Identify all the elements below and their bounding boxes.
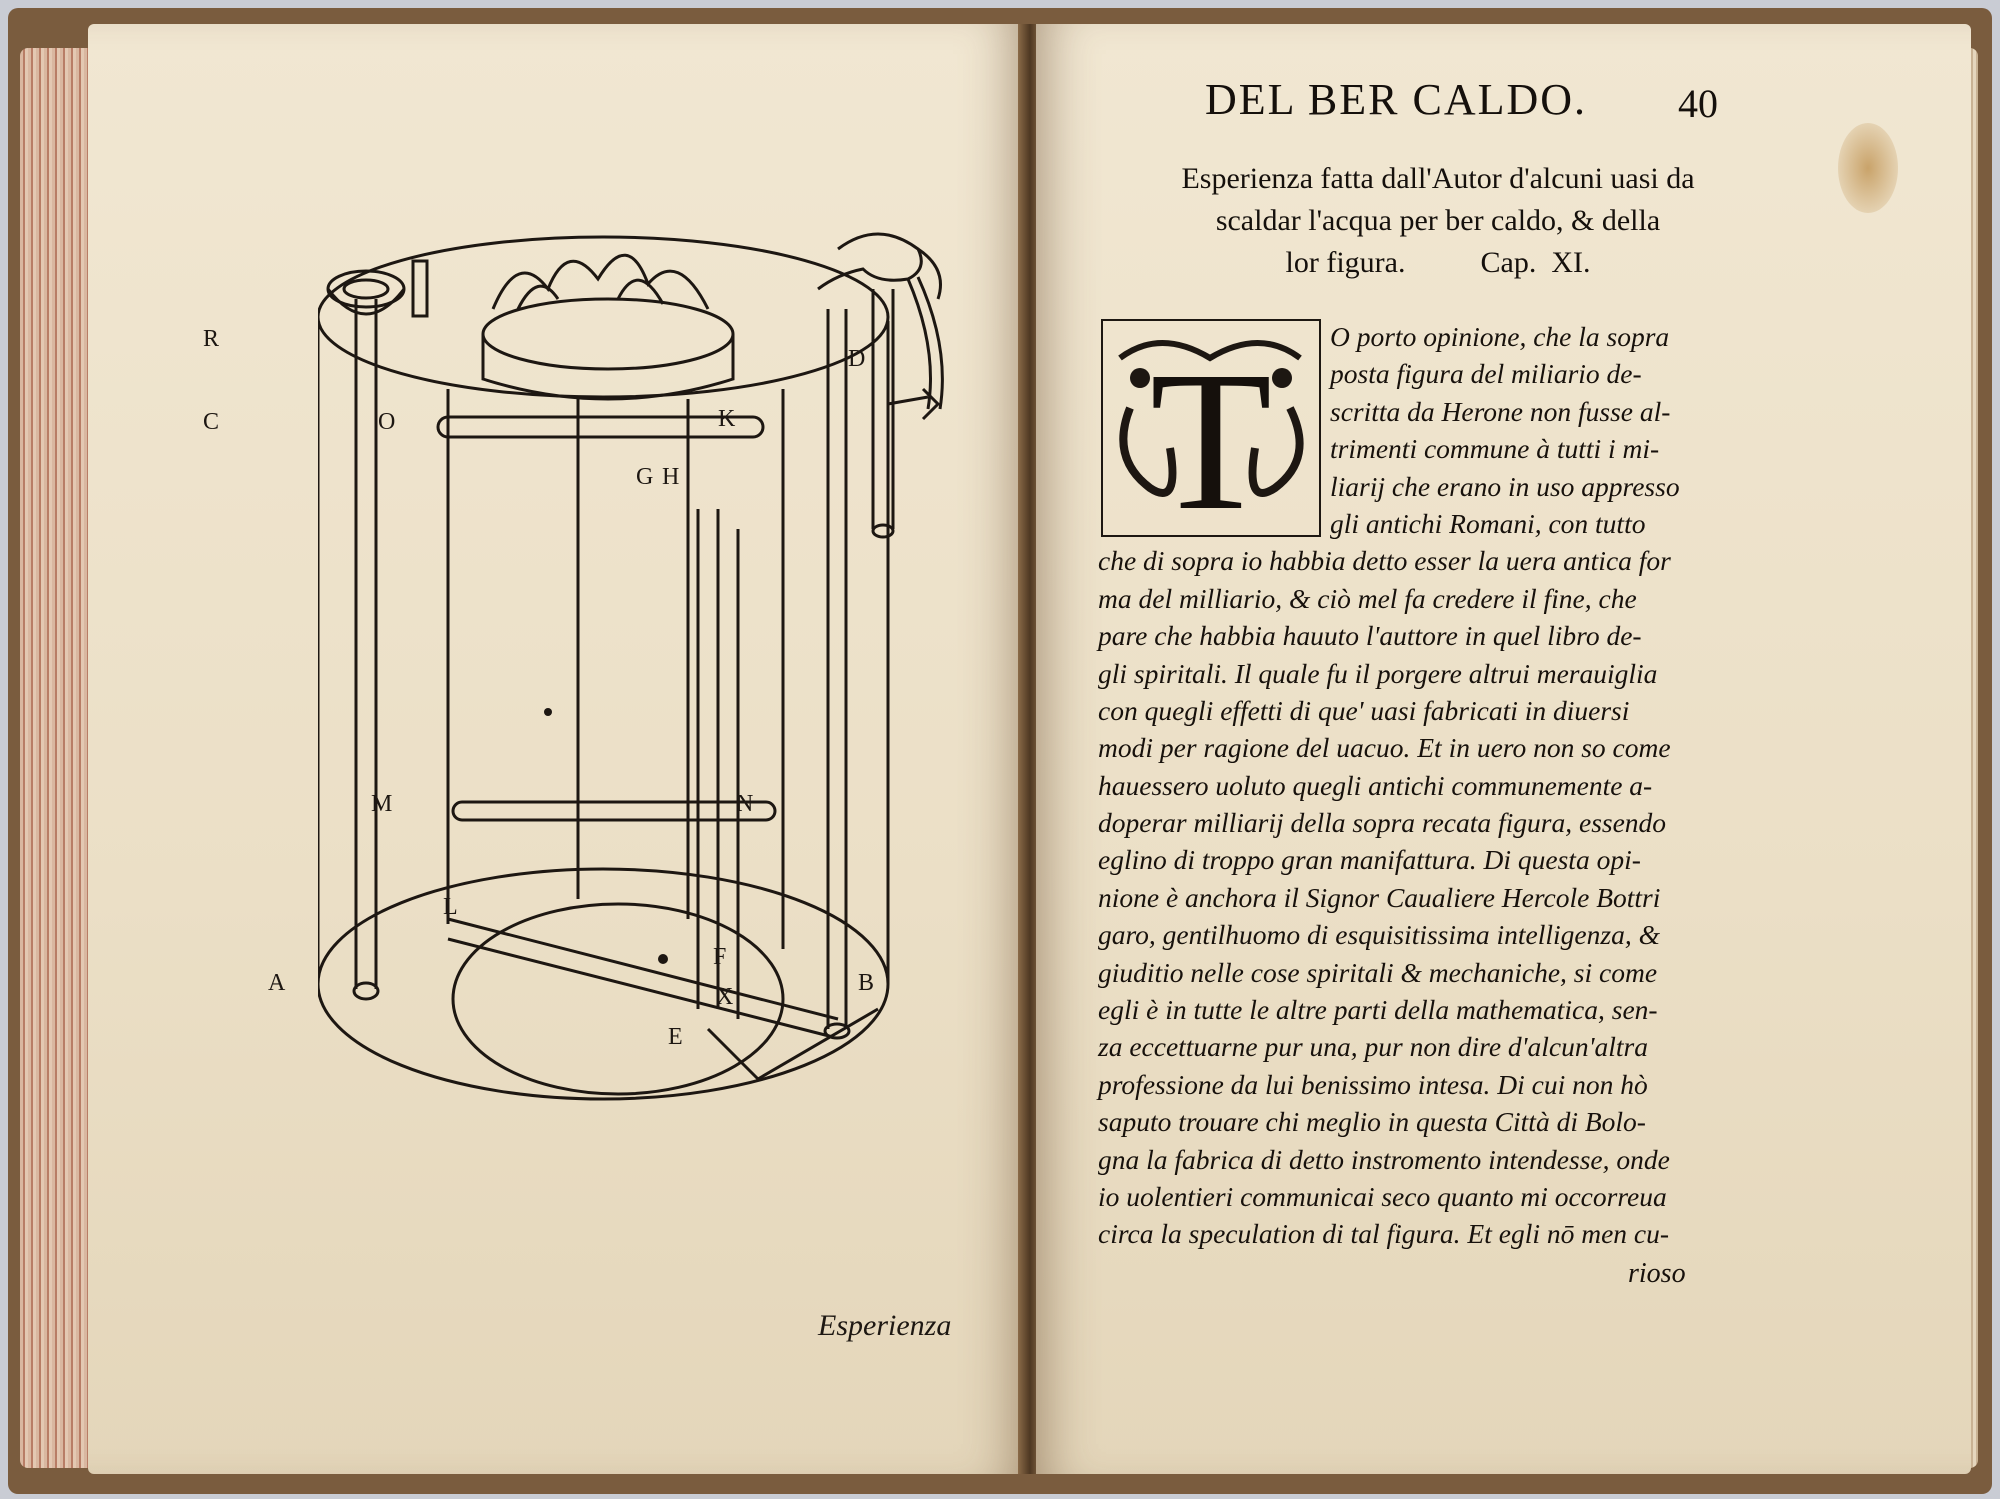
page-number: 40 — [1678, 81, 1718, 126]
figure-label-n: N — [736, 791, 754, 817]
body-text — [1098, 318, 1738, 1253]
left-page — [88, 24, 1023, 1474]
paper-stain — [1838, 123, 1898, 213]
chapter-title-line: Esperienza fatta dall'Autor d'alcuni uasi da — [1181, 162, 1695, 195]
body-line: scritta da Herone non fusse al- — [1330, 395, 1671, 427]
body-line: gna la fabrica di detto instromento intendesse, onde — [1098, 1143, 1670, 1175]
body-line: con quegli effetti di que' uasi fabricati in diuersi — [1098, 694, 1630, 726]
figure-label-f: F — [713, 944, 727, 970]
body-line: che di sopra io habbia detto esser la uera antica for — [1098, 545, 1671, 577]
body-line: professione da lui benissimo intesa. Di cui non hò — [1098, 1068, 1648, 1100]
figure-label-b: B — [858, 970, 875, 996]
chapter-title-line: lor figura. Cap. XI. — [1285, 246, 1591, 279]
body-line: circa la speculation di tal figura. Et egli nō men cu- — [1098, 1218, 1670, 1250]
figure-label-l: L — [443, 894, 458, 920]
running-head: DEL BER CALDO. — [1205, 75, 1588, 124]
body-line: O porto opinione, che la sopra — [1330, 321, 1670, 352]
right-page-catchword: rioso — [1628, 1258, 1686, 1289]
left-page-catchword: Esperienza — [818, 1309, 952, 1342]
figure-label-x: X — [716, 984, 734, 1010]
body-line: modi per ragione del uacuo. Et in uero non so come — [1098, 732, 1671, 764]
chapter-title-line: scaldar l'acqua per ber caldo, & della — [1215, 204, 1661, 237]
vessel-woodcut-figure — [318, 229, 998, 1149]
figure-label-h: H — [662, 464, 680, 490]
body-line: hauessero uoluto quegli antichi communemente a- — [1098, 769, 1653, 801]
figure-label-c: C — [203, 409, 220, 435]
body-line: trimenti commune à tutti i mi- — [1330, 433, 1660, 465]
body-line: nione è anchora il Signor Caualiere Hercole Bottri — [1098, 881, 1661, 913]
body-line: posta figura del miliario de- — [1330, 358, 1642, 390]
figure-label-e: E — [668, 1024, 683, 1050]
body-line: ma del milliario, & ciò mel fa credere il fine, che — [1098, 582, 1637, 614]
initial-letter: T — [1149, 331, 1273, 538]
open-book — [8, 8, 1992, 1494]
figure-label-o: O — [378, 409, 396, 435]
body-line: eglino di troppo gran manifattura. Di questa opi- — [1098, 844, 1641, 876]
body-line: garo, gentilhuomo di esquisitissima intelligenza, & — [1098, 919, 1660, 951]
body-line: za eccettuarne pur una, pur non dire d'alcun'altra — [1098, 1031, 1648, 1063]
body-line: liarij che erano in uso appresso — [1330, 470, 1680, 502]
body-line: gli antichi Romani, con tutto — [1330, 507, 1646, 539]
figure-label-r: R — [203, 326, 220, 352]
body-line: doperar milliarij della sopra recata figura, essendo — [1098, 807, 1667, 839]
body-line: gli spiritali. Il quale fu il porgere altrui merauiglia — [1098, 657, 1658, 689]
body-line: saputo trouare chi meglio in questa Città di Bolo- — [1098, 1106, 1646, 1138]
figure-label-d: D — [848, 346, 866, 372]
chapter-title — [1098, 158, 1778, 284]
body-line: io uolentieri communicai seco quanto mi occorreua — [1098, 1180, 1667, 1212]
body-line: egli è in tutte le altre parti della mathematica, sen- — [1098, 994, 1658, 1026]
figure-label-a: A — [268, 970, 286, 996]
figure-label-g: G — [636, 464, 654, 490]
figure-label-m: M — [371, 791, 393, 817]
figure-label-k: K — [718, 406, 736, 432]
body-line: pare che habbia hauuto l'auttore in quel libro de- — [1098, 620, 1642, 652]
body-line: giuditio nelle cose spiritali & mechaniche, si come — [1098, 956, 1658, 988]
